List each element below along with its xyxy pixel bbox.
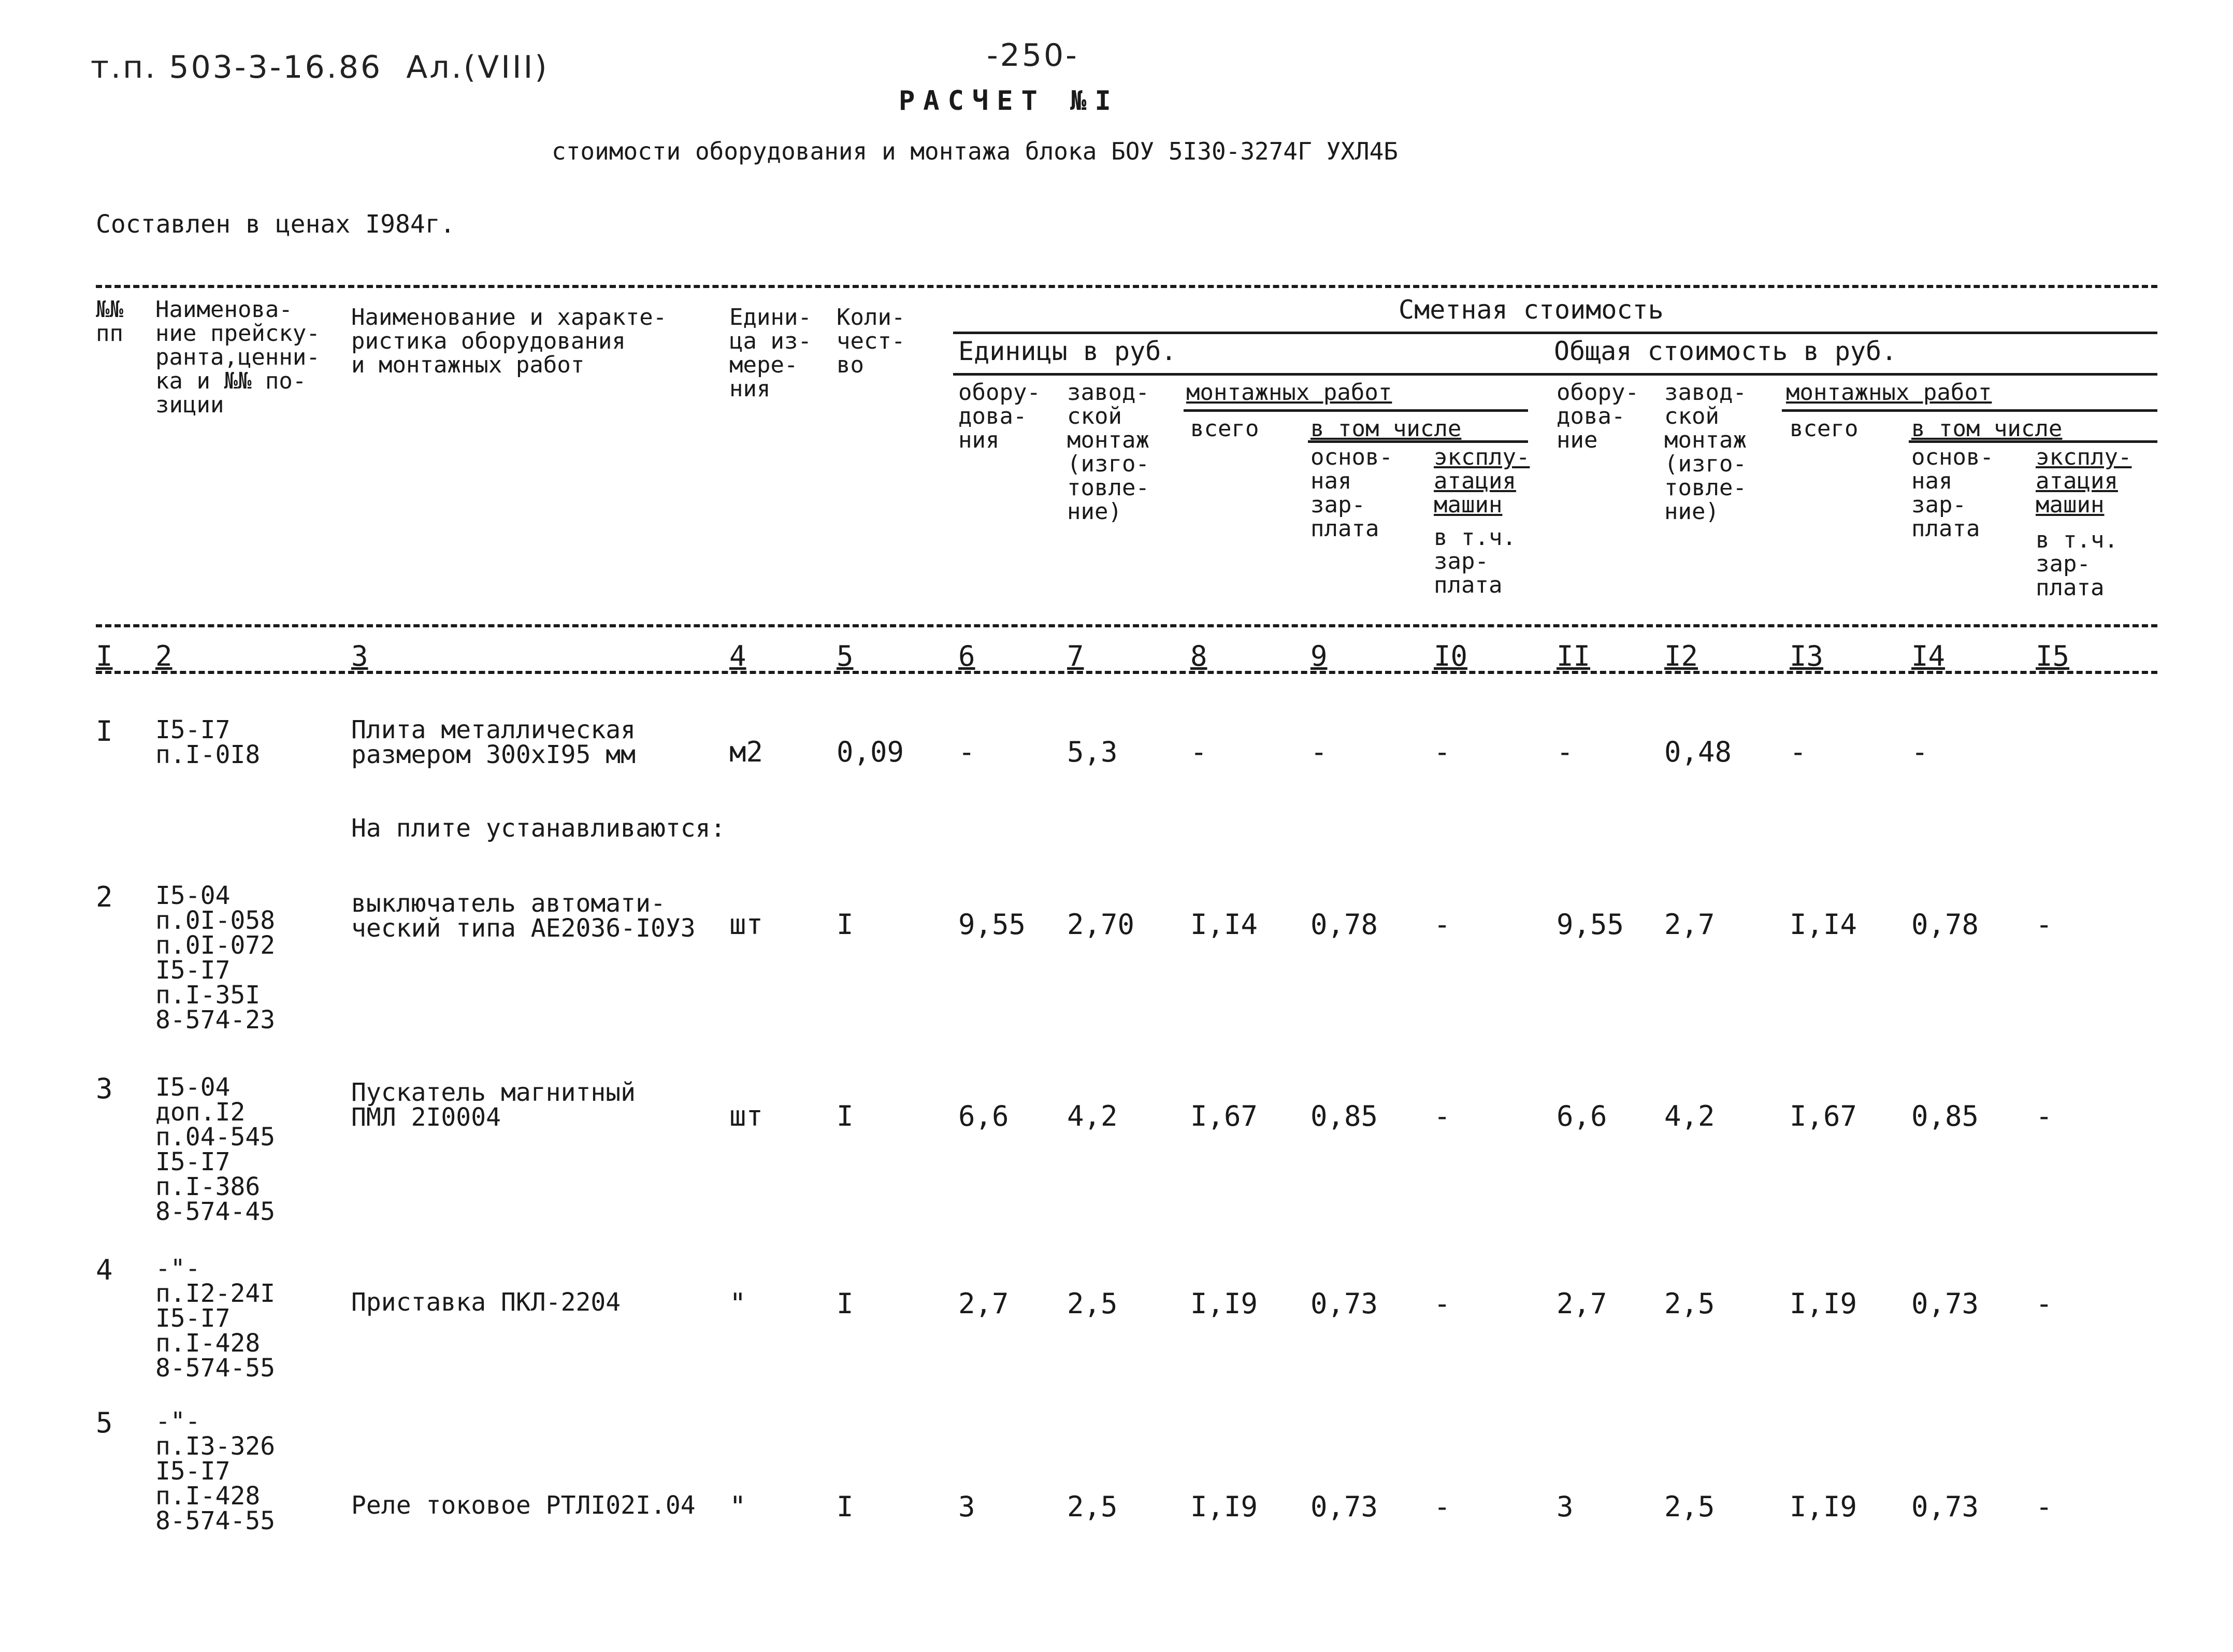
- row-3-code: I5-04 доп.I2 п.04-545 I5-I7 п.I-386 8-574-45: [155, 1073, 276, 1226]
- mounted-items-note: На плите устанавливаются:: [351, 814, 726, 843]
- row-4-unit: ": [729, 1287, 746, 1320]
- header-unit-cost: Единицы в руб.: [958, 336, 1177, 366]
- row-2-c6: 9,55: [958, 908, 1026, 941]
- header-col-11: обору- дова- ние: [1557, 379, 1639, 453]
- row-3-c6: 6,6: [958, 1100, 1009, 1132]
- row-2-c14: 0,78: [1911, 908, 1979, 941]
- row-2-c15: -: [2036, 908, 2053, 941]
- header-mounting-total: монтажных работ: [1786, 379, 1992, 406]
- column-number-3: 3: [351, 640, 368, 672]
- row-4-c8: I,I9: [1190, 1287, 1258, 1320]
- row-3-unit: шт: [729, 1100, 763, 1132]
- row-3-c12: 4,2: [1664, 1100, 1715, 1132]
- header-col-8: всего: [1190, 415, 1259, 442]
- row-5-c15: -: [2036, 1490, 2053, 1523]
- header-including-unit: в том числе: [1310, 415, 1462, 442]
- row-5-c8: I,I9: [1190, 1490, 1258, 1523]
- row-1-num: I: [96, 715, 113, 748]
- header-including-total: в том числе: [1911, 415, 2063, 442]
- header-col-5: Коли- чест- во: [837, 304, 905, 378]
- row-2-unit: шт: [729, 908, 763, 941]
- row-4-c11: 2,7: [1557, 1287, 1607, 1320]
- column-number-6: 6: [958, 640, 975, 672]
- header-col-9: основ- ная зар- плата: [1310, 444, 1393, 542]
- row-1-c7: 5,3: [1067, 736, 1118, 768]
- column-number-9: 9: [1310, 640, 1328, 672]
- row-4-num: 4: [96, 1254, 113, 1286]
- row-5-c7: 2,5: [1067, 1490, 1118, 1523]
- header-rule-including-unit: [1308, 440, 1528, 443]
- header-col-10-wages: в т.ч. зар- плата: [1434, 524, 1516, 598]
- header-mounting-unit: монтажных работ: [1186, 379, 1392, 406]
- row-1-c8: -: [1190, 736, 1207, 768]
- header-rule-1: [953, 332, 2157, 334]
- row-1-name: Плита металлическая размером 300хI95 мм: [351, 715, 636, 769]
- row-3-name: Пускатель магнитный ПМЛ 2I0004: [351, 1078, 636, 1132]
- column-number-10: I0: [1434, 640, 1468, 672]
- row-5-c6: 3: [958, 1490, 975, 1523]
- row-2-name: выключатель автомати- ческий типа АЕ2036-I0У3: [351, 889, 696, 943]
- header-col-2: Наименова- ние прейску- ранта,ценни- ка и №№ по- зиции: [155, 296, 320, 418]
- header-col-7: завод- ской монтаж (изго- товле- ние): [1067, 379, 1149, 525]
- header-col-6: обору- дова- ния: [958, 379, 1041, 453]
- row-4-c13: I,I9: [1790, 1287, 1857, 1320]
- header-col-15-machines: эксплу- атация машин: [2036, 444, 2132, 518]
- row-3-c7: 4,2: [1067, 1100, 1118, 1132]
- page-title: РАСЧЕТ №I: [899, 85, 1119, 117]
- row-4-c6: 2,7: [958, 1287, 1009, 1320]
- page-number: -250-: [987, 37, 1079, 74]
- row-5-c9: 0,73: [1310, 1490, 1378, 1523]
- row-4-c14: 0,73: [1911, 1287, 1979, 1320]
- row-2-qty: I: [837, 908, 854, 941]
- header-col-14: основ- ная зар- плата: [1911, 444, 1994, 542]
- column-number-8: 8: [1190, 640, 1207, 672]
- row-5-c10: -: [1434, 1490, 1451, 1523]
- row-3-qty: I: [837, 1100, 854, 1132]
- row-3-c10: -: [1434, 1100, 1451, 1132]
- page-subtitle: стоимости оборудования и монтажа блока БОУ 5I30-3274Г УХЛ4Б: [552, 137, 1398, 165]
- row-3-c11: 6,6: [1557, 1100, 1607, 1132]
- header-rule-including-total: [1909, 440, 2157, 443]
- row-1-qty: 0,09: [837, 736, 904, 768]
- row-3-c14: 0,85: [1911, 1100, 1979, 1132]
- row-5-c14: 0,73: [1911, 1490, 1979, 1523]
- header-total-cost: Общая стоимость в руб.: [1554, 336, 1897, 366]
- row-5-num: 5: [96, 1406, 113, 1439]
- row-4-qty: I: [837, 1287, 854, 1320]
- row-5-qty: I: [837, 1490, 854, 1523]
- document-reference: т.п. 503-3-16.86 Ал.(VIII): [91, 49, 549, 85]
- row-2-code: I5-04 п.0I-058 п.0I-072 I5-I7 п.I-35I 8-574-23: [155, 881, 276, 1035]
- row-1-code: I5-I7 п.I-0I8: [155, 715, 261, 769]
- column-number-4: 4: [729, 640, 746, 672]
- row-2-c13: I,I4: [1790, 908, 1857, 941]
- column-number-5: 5: [837, 640, 854, 672]
- column-number-13: I3: [1790, 640, 1824, 672]
- row-2-c10: -: [1434, 908, 1451, 941]
- row-2-c8: I,I4: [1190, 908, 1258, 941]
- header-col-12: завод- ской монтаж (изго- товле- ние): [1664, 379, 1747, 525]
- row-1-c10: -: [1434, 736, 1451, 768]
- row-4-c7: 2,5: [1067, 1287, 1118, 1320]
- row-4-c10: -: [1434, 1287, 1451, 1320]
- header-col-13: всего: [1790, 415, 1859, 442]
- row-5-unit: ": [729, 1490, 746, 1523]
- row-1-c11: -: [1557, 736, 1574, 768]
- row-2-c7: 2,70: [1067, 908, 1135, 941]
- header-col-4: Едини- ца из- мере- ния: [729, 304, 812, 402]
- row-3-c8: I,67: [1190, 1100, 1258, 1132]
- row-1-c9: -: [1310, 736, 1328, 768]
- header-estimated-cost: Сметная стоимость: [1399, 295, 1664, 325]
- header-col-10-machines: эксплу- атация машин: [1434, 444, 1530, 518]
- row-5-code: -"- п.I3-326 I5-I7 п.I-428 8-574-55: [155, 1407, 276, 1535]
- row-3-c15: -: [2036, 1100, 2053, 1132]
- header-col-15-wages: в т.ч. зар- плата: [2036, 527, 2118, 601]
- row-4-c12: 2,5: [1664, 1287, 1715, 1320]
- row-1-c6: -: [958, 736, 975, 768]
- row-1-unit: м2: [729, 736, 763, 768]
- header-col-3: Наименование и характе- ристика оборудования и монтажных работ: [351, 304, 667, 378]
- row-3-num: 3: [96, 1072, 113, 1105]
- row-1-c12: 0,48: [1664, 736, 1732, 768]
- column-number-2: 2: [155, 640, 172, 672]
- row-3-c13: I,67: [1790, 1100, 1857, 1132]
- row-5-c13: I,I9: [1790, 1490, 1857, 1523]
- row-4-c15: -: [2036, 1287, 2053, 1320]
- column-number-14: I4: [1911, 640, 1946, 672]
- column-numbers-rule: [96, 671, 2157, 674]
- header-rule-2: [953, 373, 2157, 376]
- row-2-num: 2: [96, 881, 113, 913]
- row-2-c9: 0,78: [1310, 908, 1378, 941]
- row-5-name: Реле токовое РТЛI02I.04: [351, 1491, 696, 1520]
- row-2-c11: 9,55: [1557, 908, 1624, 941]
- header-rule-mounting-unit: [1184, 409, 1528, 412]
- header-bottom-rule: [96, 624, 2157, 627]
- column-number-15: I5: [2036, 640, 2070, 672]
- column-number-11: II: [1557, 640, 1591, 672]
- table-top-rule: [96, 285, 2157, 288]
- column-number-7: 7: [1067, 640, 1084, 672]
- row-1-c13: -: [1790, 736, 1807, 768]
- row-5-c11: 3: [1557, 1490, 1574, 1523]
- column-number-1: I: [96, 640, 113, 672]
- header-col-1: №№ пп: [96, 296, 123, 347]
- column-number-12: I2: [1664, 640, 1698, 672]
- header-rule-mounting-total: [1782, 409, 2157, 412]
- row-4-code: -"- п.I2-24I I5-I7 п.I-428 8-574-55: [155, 1254, 276, 1383]
- row-1-c14: -: [1911, 736, 1928, 768]
- row-2-c12: 2,7: [1664, 908, 1715, 941]
- prices-note: Составлен в ценах I984г.: [96, 210, 455, 239]
- row-4-c9: 0,73: [1310, 1287, 1378, 1320]
- row-4-name: Приставка ПКЛ-2204: [351, 1288, 621, 1317]
- row-5-c12: 2,5: [1664, 1490, 1715, 1523]
- row-3-c9: 0,85: [1310, 1100, 1378, 1132]
